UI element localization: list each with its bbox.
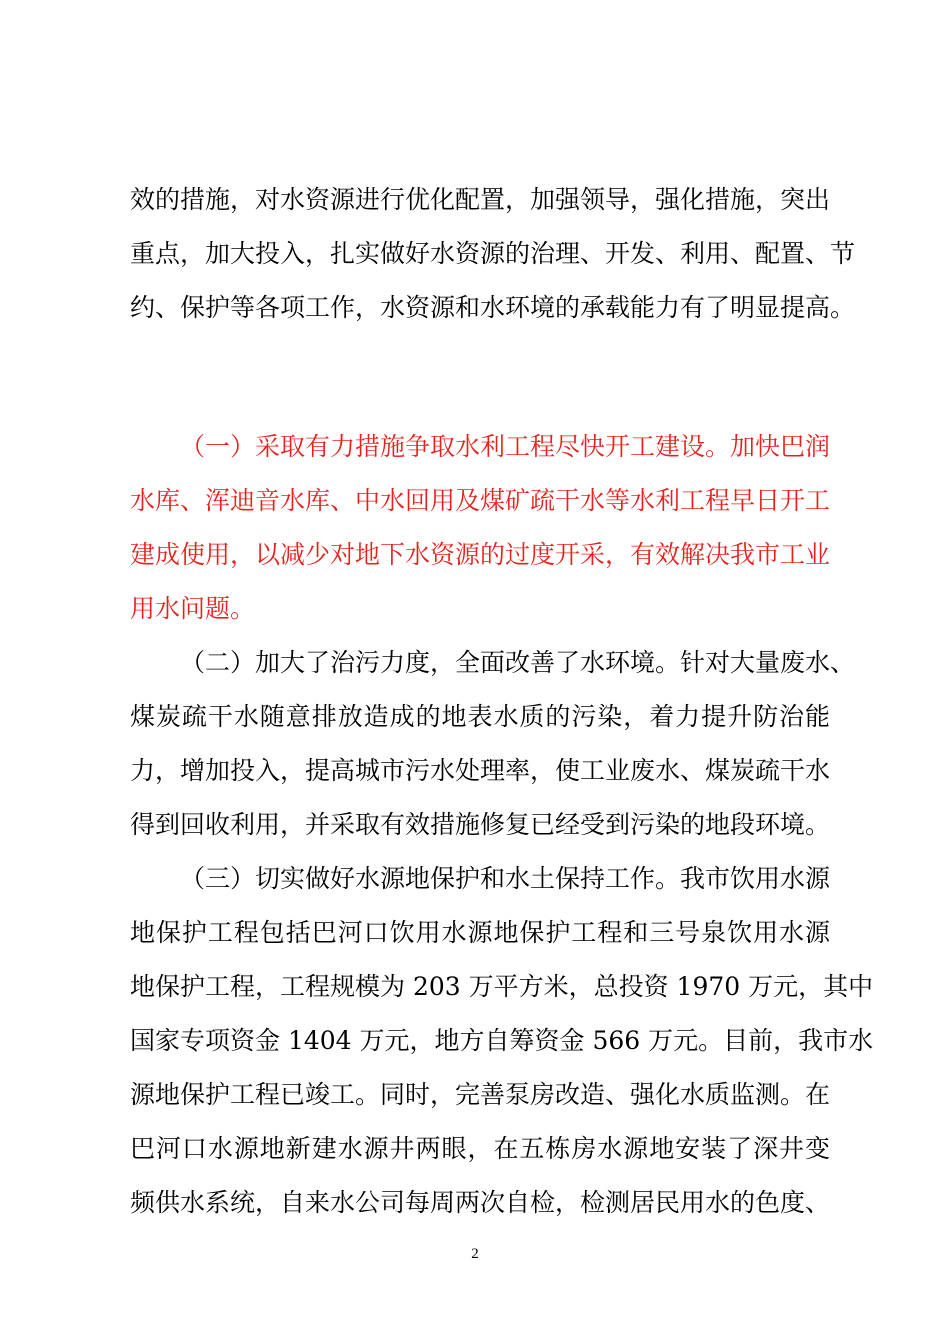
paragraph-section-three [130, 852, 874, 1230]
text-line: （三）切实做好水源地保护和水土保持工作。我市饮用水源 [180, 864, 831, 893]
text-line: 国家专项资金 1404 万元，地方自筹资金 566 万元。目前，我市水 [130, 1026, 874, 1055]
text-line: 煤炭疏干水随意排放造成的地表水质的污染，着力提升防治能 [130, 702, 830, 731]
text-line: （二）加大了治污力度，全面改善了水环境。针对大量废水、 [180, 648, 856, 677]
text-line: （一）采取有力措施争取水利工程尽快开工建设。加快巴润 [180, 432, 831, 461]
text-line: 巴河口水源地新建水源井两眼，在五栋房水源地安装了深井变 [130, 1134, 830, 1163]
text-line: 建成使用，以减少对地下水资源的过度开采，有效解决我市工业 [130, 540, 831, 569]
text-line: 约、保护等各项工作，水资源和水环境的承载能力有了明显提高。 [130, 293, 856, 322]
text-line: 力，增加投入，提高城市污水处理率，使工业废水、煤炭疏干水 [130, 756, 831, 785]
paragraph-section-two [130, 636, 856, 852]
text-line: 水库、浑迪音水库、中水回用及煤矿疏干水等水利工程早日开工 [130, 486, 831, 515]
text-line: 用水问题。 [130, 594, 256, 623]
text-line: 效的措施，对水资源进行优化配置，加强领导，强化措施，突出 [130, 185, 831, 214]
text-line: 得到回收利用，并采取有效措施修复已经受到污染的地段环境。 [130, 810, 831, 839]
text-line: 源地保护工程已竣工。同时，完善泵房改造、强化水质监测。在 [130, 1080, 831, 1109]
text-line: 地保护工程包括巴河口饮用水源地保护工程和三号泉饮用水源 [130, 918, 830, 947]
paragraph-section-one [130, 420, 830, 636]
paragraph-intro-continuation [130, 173, 856, 335]
text-line: 重点，加大投入，扎实做好水资源的治理、开发、利用、配置、节 [130, 239, 856, 268]
text-line: 频供水系统，自来水公司每周两次自检，检测居民用水的色度、 [130, 1188, 831, 1217]
page-number: 2 [471, 1246, 479, 1262]
text-line: 地保护工程，工程规模为 203 万平方米，总投资 1970 万元，其中 [130, 972, 874, 1001]
